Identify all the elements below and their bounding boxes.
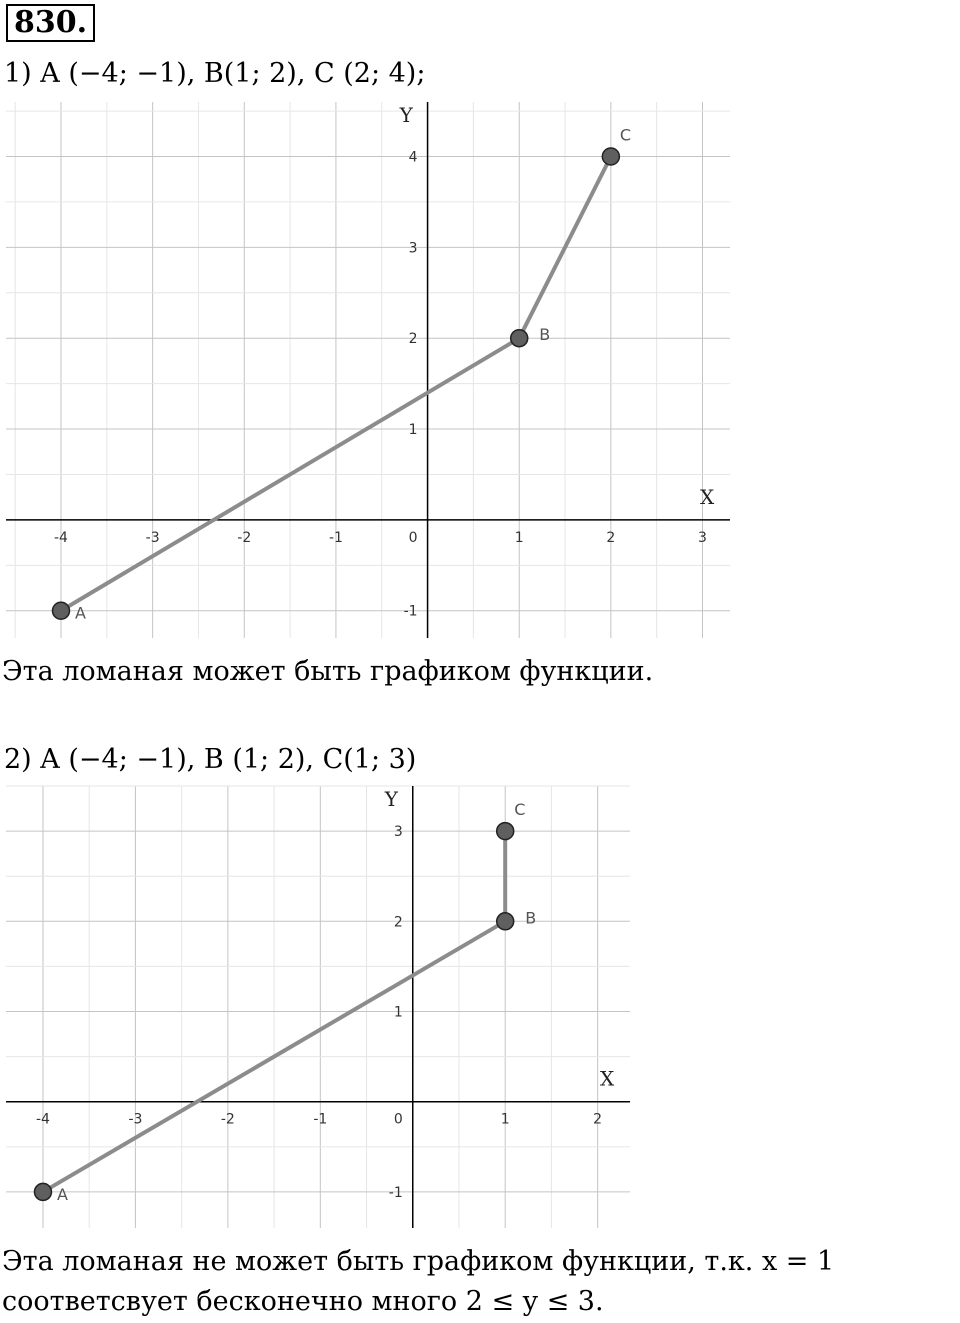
x-axis-label: X bbox=[700, 484, 715, 509]
y-tick-label: 1 bbox=[393, 1004, 403, 1021]
x-tick-label: 2 bbox=[593, 1111, 603, 1128]
point-label-c: C bbox=[514, 800, 526, 820]
x-tick-label: -2 bbox=[237, 529, 252, 546]
problem-number: 830. bbox=[6, 4, 95, 42]
x-tick-label: -3 bbox=[145, 529, 160, 546]
part-1-heading: 1) A (−4; −1), B(1; 2), C (2; 4); bbox=[4, 58, 426, 89]
point-c bbox=[602, 148, 619, 165]
x-tick-label: 1 bbox=[500, 1111, 510, 1128]
y-axis-label: Y bbox=[384, 787, 398, 811]
part-1-conclusion: Эта ломаная может быть графиком функции. bbox=[2, 656, 654, 687]
y-tick-label: 4 bbox=[408, 149, 418, 166]
point-label-a: A bbox=[56, 1184, 68, 1204]
y-axis-label: Y bbox=[399, 103, 413, 127]
point-label-b: B bbox=[525, 908, 537, 928]
part-2-heading: 2) A (−4; −1), B (1; 2), C(1; 3) bbox=[4, 744, 417, 775]
point-a bbox=[52, 602, 69, 619]
point-label-b: B bbox=[539, 325, 551, 345]
y-tick-label: 1 bbox=[408, 422, 418, 439]
x-tick-label: -4 bbox=[54, 529, 68, 546]
point-label-a: A bbox=[74, 603, 86, 623]
x-tick-label: 2 bbox=[606, 529, 616, 546]
x-tick-label: 3 bbox=[698, 529, 707, 546]
y-tick-label: 2 bbox=[393, 914, 403, 931]
x-tick-label: -3 bbox=[128, 1111, 143, 1128]
x-tick-label: -4 bbox=[35, 1111, 50, 1128]
x-axis-label: X bbox=[600, 1066, 615, 1091]
point-label-c: C bbox=[619, 125, 632, 145]
point-a bbox=[34, 1183, 51, 1200]
chart-part-1 bbox=[0, 96, 740, 644]
y-tick-label: -1 bbox=[388, 1184, 403, 1201]
chart-part-2 bbox=[0, 782, 640, 1234]
point-b bbox=[511, 330, 528, 347]
x-tick-label: -2 bbox=[220, 1111, 235, 1128]
x-tick-label: 0 bbox=[393, 1111, 403, 1128]
x-tick-label: 1 bbox=[514, 529, 524, 546]
y-tick-label: 3 bbox=[393, 824, 403, 841]
y-tick-label: -1 bbox=[403, 603, 418, 620]
y-tick-label: 3 bbox=[408, 240, 418, 257]
y-tick-label: 2 bbox=[408, 331, 418, 348]
x-tick-label: 0 bbox=[408, 529, 418, 546]
part-2-conclusion: Эта ломаная не может быть графиком функции, т.к. x = 1 соответсвует бесконечно много 2 ≤ y ≤ 3. bbox=[2, 1246, 835, 1317]
point-c bbox=[497, 823, 514, 840]
x-tick-label: -1 bbox=[313, 1111, 328, 1128]
point-b bbox=[497, 913, 514, 930]
x-tick-label: -1 bbox=[328, 529, 343, 546]
